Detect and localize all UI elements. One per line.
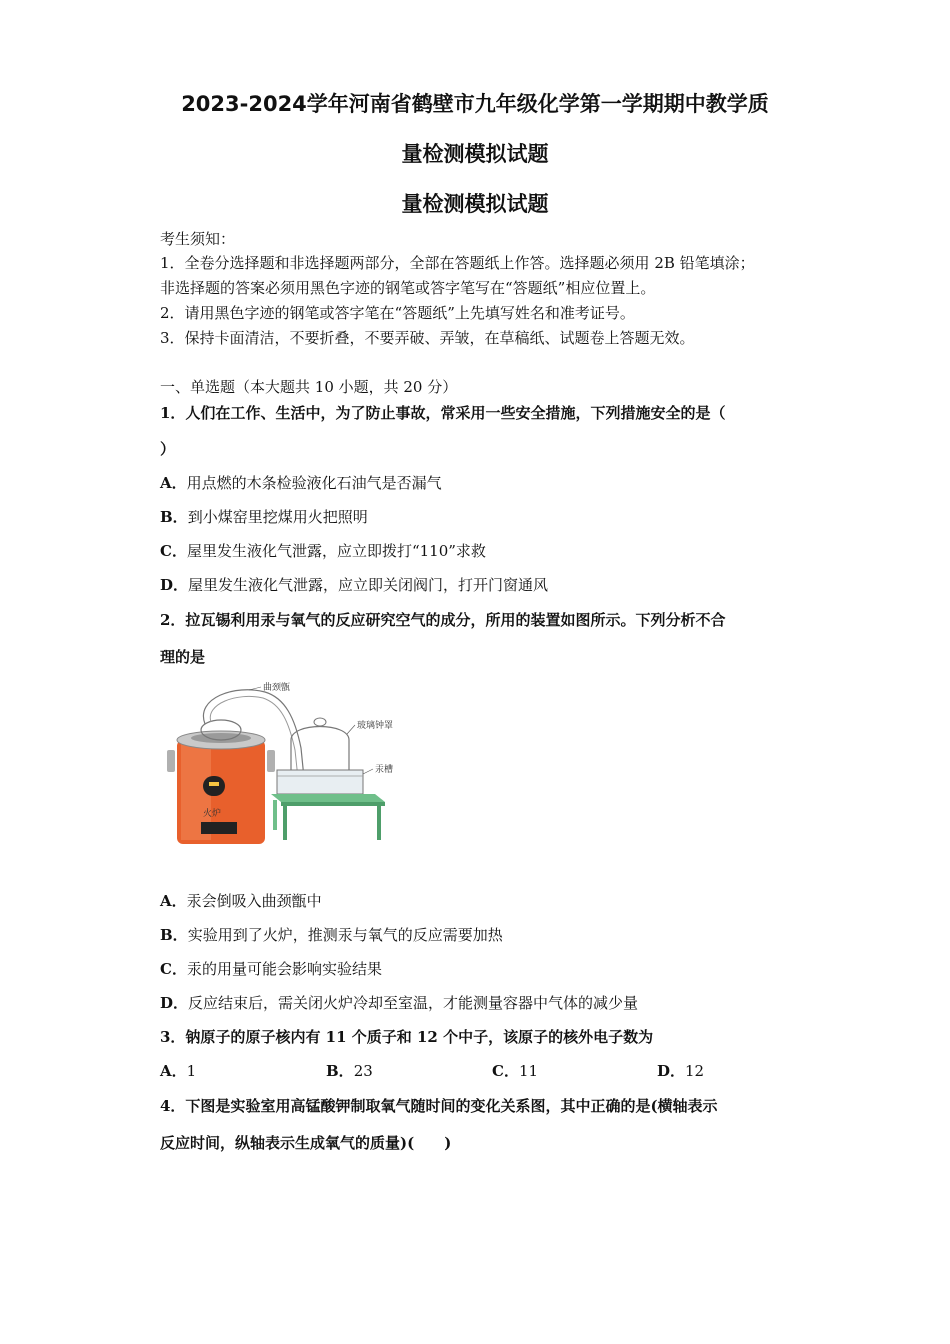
lavoisier-apparatus-figure [165,678,405,850]
q1-stem-b: ） [160,440,176,458]
option-label: D． [160,576,189,594]
furnace-label: 火炉 [203,809,222,819]
q2-option-a[interactable] [160,890,322,911]
furnace-grate [191,733,251,743]
bell-jar-label: 玻璃钟罩 [357,721,394,731]
option-label: A． [160,892,187,910]
option-text: 12 [685,1062,705,1080]
option-label: B． [160,926,188,944]
exam-title-line3: 量检测模拟试题 [401,192,549,216]
exam-title-line2: 量检测模拟试题 [401,142,549,166]
option-text: 1 [186,1062,197,1080]
notice-item-2: 2．请用黑色字迹的钢笔或答字笔在“答题纸”上先填写姓名和准考证号。 [160,304,635,322]
option-text: 汞的用量可能会影响实验结果 [186,960,382,978]
q3-option-d[interactable] [657,1060,704,1081]
option-text: 反应结束后，需关闭火炉冷却至室温，才能测量容器中气体的减少量 [188,994,639,1012]
q2-stem-b: 理的是 [160,648,206,666]
furnace-door [201,822,237,834]
q2-stem-a: 2．拉瓦锡利用汞与氧气的反应研究空气的成分，所用的装置如图所示。下列分析不合 [160,611,726,629]
q1-option-a[interactable] [160,472,442,493]
q1-option-c[interactable] [160,540,486,561]
table-edge [281,802,385,806]
q2-option-d[interactable] [160,992,638,1013]
furnace-flame [209,782,219,786]
option-label: D． [160,994,189,1012]
option-label: A． [160,1062,187,1080]
table-leg-2 [377,806,381,840]
option-label: C． [160,960,187,978]
furnace-handle-left [167,750,175,772]
table-leg-3 [273,800,277,830]
q3-option-c[interactable] [492,1060,538,1081]
retort-label: 曲颈甑 [263,683,291,693]
option-label: A． [160,474,187,492]
option-label: B． [160,508,188,526]
mercury-trough [277,770,363,794]
notice-item-1a: 1．全卷分选择题和非选择题两部分，全部在答题纸上作答。选择题必须用 2B 铅笔填涂； [160,254,755,272]
table-leg-1 [283,806,287,840]
option-label: C． [492,1062,519,1080]
exam-title-line1: 2023-2024学年河南省鹤壁市九年级化学第一学期期中教学质 [181,92,769,116]
option-text: 23 [353,1062,373,1080]
q1-stem-a: 1．人们在工作、生活中，为了防止事故，常采用一些安全措施，下列措施安全的是（ [160,404,726,422]
q1-option-d[interactable] [160,574,548,595]
option-text: 屋里发生液化气泄露，应立即关闭阀门，打开门窗通风 [188,576,549,594]
section-heading: 一、单选题（本大题共 10 小题，共 20 分） [160,378,458,396]
option-text: 屋里发生液化气泄露，应立即拨打“110”求救 [186,542,486,560]
option-text: 到小煤窑里挖煤用火把照明 [187,508,368,526]
option-text: 11 [518,1062,539,1080]
q2-option-c[interactable] [160,958,382,979]
option-text: 汞会倒吸入曲颈甑中 [186,892,322,910]
option-text: 用点燃的木条检验液化石油气是否漏气 [186,474,442,492]
bell-jar-leader-line [347,725,355,734]
trough-label: 汞槽 [375,765,394,775]
q1-option-b[interactable] [160,506,368,527]
option-label: B． [326,1062,354,1080]
option-text: 实验用到了火炉，推测汞与氧气的反应需要加热 [187,926,503,944]
q2-option-b[interactable] [160,924,503,945]
q3-option-a[interactable] [160,1060,196,1081]
table-top [271,794,385,802]
option-label: C． [160,542,187,560]
notice-item-1b: 非选择题的答案必须用黑色字迹的钢笔或答字笔写在“答题纸”相应位置上。 [160,279,656,297]
q3-option-b[interactable] [326,1060,373,1081]
option-label: D． [657,1062,686,1080]
notice-heading: 考生须知： [160,230,236,248]
furnace-handle-right [267,750,275,772]
notice-item-3: 3．保持卡面清洁，不要折叠，不要弄破、弄皱，在草稿纸、试题卷上答题无效。 [160,329,695,347]
q4-stem-b: 反应时间，纵轴表示生成氧气的质量)( ) [160,1134,452,1152]
q3-stem: 3．钠原子的原子核内有 11 个质子和 12 个中子，该原子的核外电子数为 [160,1028,654,1046]
bell-jar-knob [314,718,326,726]
q4-stem-a: 4．下图是实验室用高锰酸钾制取氧气随时间的变化关系图，其中正确的是(横轴表示 [160,1097,718,1115]
trough-leader-line [363,769,373,774]
